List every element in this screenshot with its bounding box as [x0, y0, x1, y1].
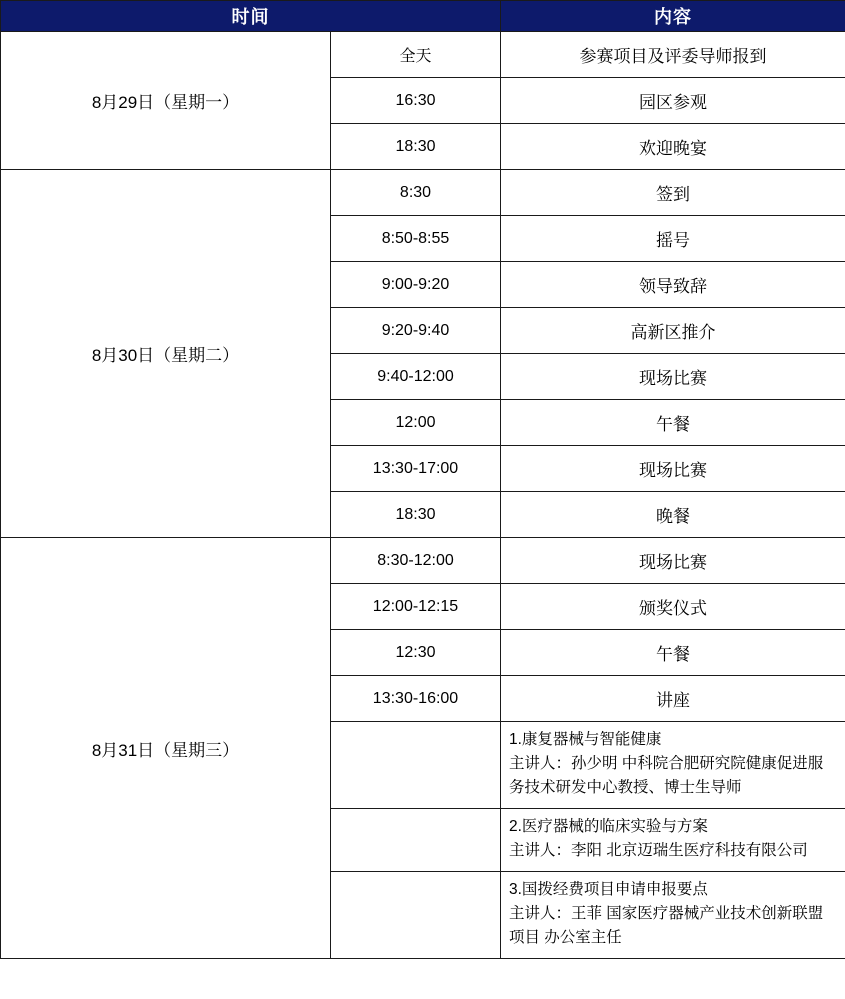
time-cell: 9:00-9:20	[331, 262, 501, 308]
time-cell	[331, 722, 501, 809]
time-cell: 13:30-16:00	[331, 676, 501, 722]
content-cell: 高新区推介	[501, 308, 845, 354]
content-cell: 颁奖仪式	[501, 584, 845, 630]
lecture-speaker: 主讲人：李阳 北京迈瑞生医疗科技有限公司	[509, 842, 808, 860]
content-cell: 现场比赛	[501, 446, 845, 492]
time-cell: 8:30	[331, 170, 501, 216]
content-cell: 午餐	[501, 630, 845, 676]
content-cell: 午餐	[501, 400, 845, 446]
content-cell: 领导致辞	[501, 262, 845, 308]
time-cell: 18:30	[331, 124, 501, 170]
header-time: 时间	[1, 1, 501, 32]
content-cell	[501, 872, 845, 959]
content-cell	[501, 722, 845, 809]
time-cell: 9:20-9:40	[331, 308, 501, 354]
content-cell: 园区参观	[501, 78, 845, 124]
content-cell	[501, 809, 845, 872]
table-body	[1, 32, 845, 959]
time-cell	[331, 809, 501, 872]
lecture-speaker: 主讲人：孙少明 中科院合肥研究院健康促进服务技术研发中心教授、博士生导师	[509, 755, 824, 797]
table-header	[1, 1, 845, 32]
time-cell: 12:00-12:15	[331, 584, 501, 630]
time-cell: 12:30	[331, 630, 501, 676]
time-cell: 8:30-12:00	[331, 538, 501, 584]
time-cell: 13:30-17:00	[331, 446, 501, 492]
day-label: 8月31日（星期三）	[1, 538, 331, 959]
lecture-title: 1.康复器械与智能健康	[509, 731, 662, 748]
table-row	[1, 538, 845, 584]
content-cell: 现场比赛	[501, 538, 845, 584]
content-cell: 讲座	[501, 676, 845, 722]
content-cell: 签到	[501, 170, 845, 216]
content-cell: 欢迎晚宴	[501, 124, 845, 170]
content-cell: 现场比赛	[501, 354, 845, 400]
table-row	[1, 170, 845, 216]
time-cell	[331, 872, 501, 959]
table-row	[1, 32, 845, 78]
header-content: 内容	[501, 1, 845, 32]
day-label: 8月29日（星期一）	[1, 32, 331, 170]
time-cell: 12:00	[331, 400, 501, 446]
header-row	[1, 1, 845, 32]
day-label: 8月30日（星期二）	[1, 170, 331, 538]
lecture-title: 3.国拨经费项目申请申报要点	[509, 881, 708, 899]
content-cell: 参赛项目及评委导师报到	[501, 32, 845, 78]
time-cell: 9:40-12:00	[331, 354, 501, 400]
time-cell: 8:50-8:55	[331, 216, 501, 262]
lecture-speaker: 主讲人：王菲 国家医疗器械产业技术创新联盟项目 办公室主任	[509, 905, 824, 947]
lecture-title: 2.医疗器械的临床实验与方案	[509, 818, 708, 836]
content-cell: 摇号	[501, 216, 845, 262]
time-cell: 18:30	[331, 492, 501, 538]
time-cell: 16:30	[331, 78, 501, 124]
content-cell: 晚餐	[501, 492, 845, 538]
time-cell: 全天	[331, 32, 501, 78]
